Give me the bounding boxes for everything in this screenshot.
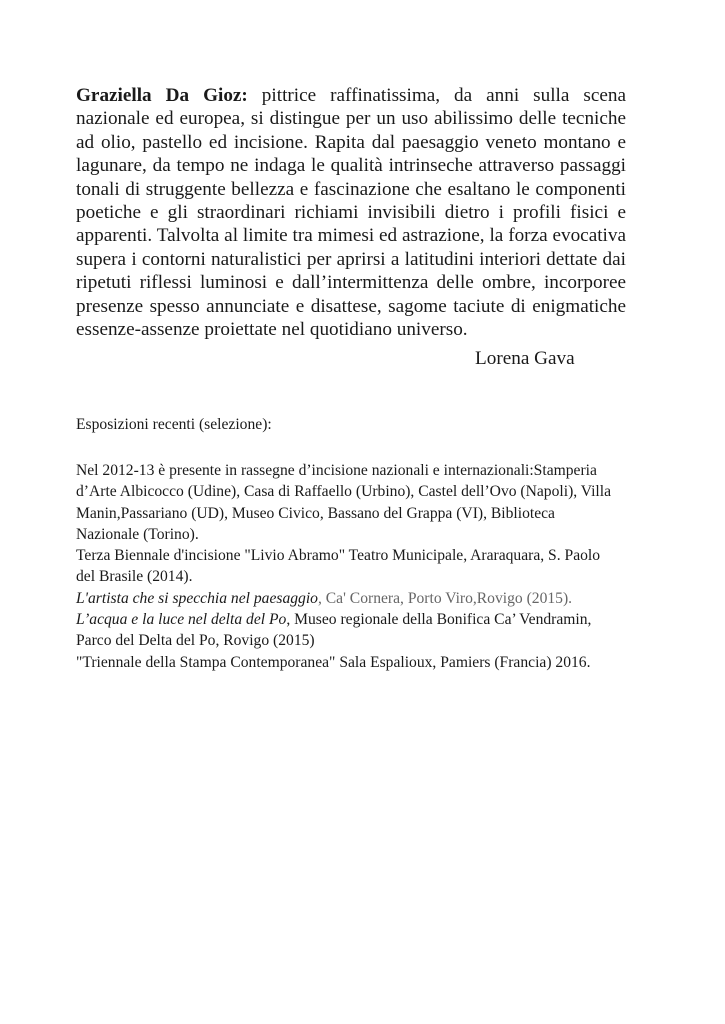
exhibitions-list [76, 460, 616, 673]
artist-name: Graziella Da Gioz: [76, 85, 248, 106]
exhibition-title: L'artista che si specchia nel paesaggio [76, 589, 318, 607]
exhibition-title: L’acqua e la luce nel delta del Po [76, 611, 287, 629]
exhibition-entry-2012: Nel 2012-13 è presente in rassegne d’incisione nazionali e internazionali:Stamperia d’Arte Albicocco (Udine), Casa di Raffaello (Urbino), Castel dell’Ovo (Napoli), Villa Manin,Passariano (UD), Museo Civico, Bassano del Grappa (VI), Biblioteca Nazionale (Torino). [76, 462, 612, 543]
exhibition-entry-2015-delta-po [76, 609, 616, 652]
exhibition-entry-2015-porto-viro [76, 588, 616, 609]
author-signature: Lorena Gava [475, 348, 575, 369]
exhibition-details: , Museo regionale della Bonifica Ca’ Vendramin, Parco del Delta del Po, Rovigo (2015) [76, 611, 592, 650]
bio-text: pittrice raffinatissima, da anni sulla scena nazionale ed europea, si distingue per un uso abilissimo delle tecniche ad olio, pastello ed incisione. Rapita dal paesaggio veneto montano e lagunare, da tempo ne indaga le qualità intrinseche attraverso passaggi tonali di struggente bellezza e fascinazione che esaltano le componenti poetiche e gli straordinari richiami invisibili dietro i profili fisici e apparenti. Talvolta al limite tra mimesi ed astrazione, la forza evocativa supera i contorni naturalistici per aprirsi a latitudini interiori dettate dai ripetuti riflessi luminosi e dall’intermittenza delle ombre, incorporee presenze spesso annunciate e disattese, sagome taciute di enigmatiche essenze-assenze proiettate nel quotidiano universo. [76, 85, 626, 341]
exhibition-entry-2016: "Triennale della Stampa Contemporanea" Sala Espalioux, Pamiers (Francia) 2016. [76, 653, 591, 671]
exhibitions-heading: Esposizioni recenti (selezione): [76, 416, 272, 433]
exhibition-details: , Ca' Cornera, Porto Viro,Rovigo (2015). [317, 589, 573, 607]
exhibition-entry-2014: Terza Biennale d'incisione "Livio Abramo" Teatro Municipale, Araraquara, S. Paolo del Brasile (2014). [76, 547, 601, 586]
artist-bio-paragraph [76, 84, 626, 341]
